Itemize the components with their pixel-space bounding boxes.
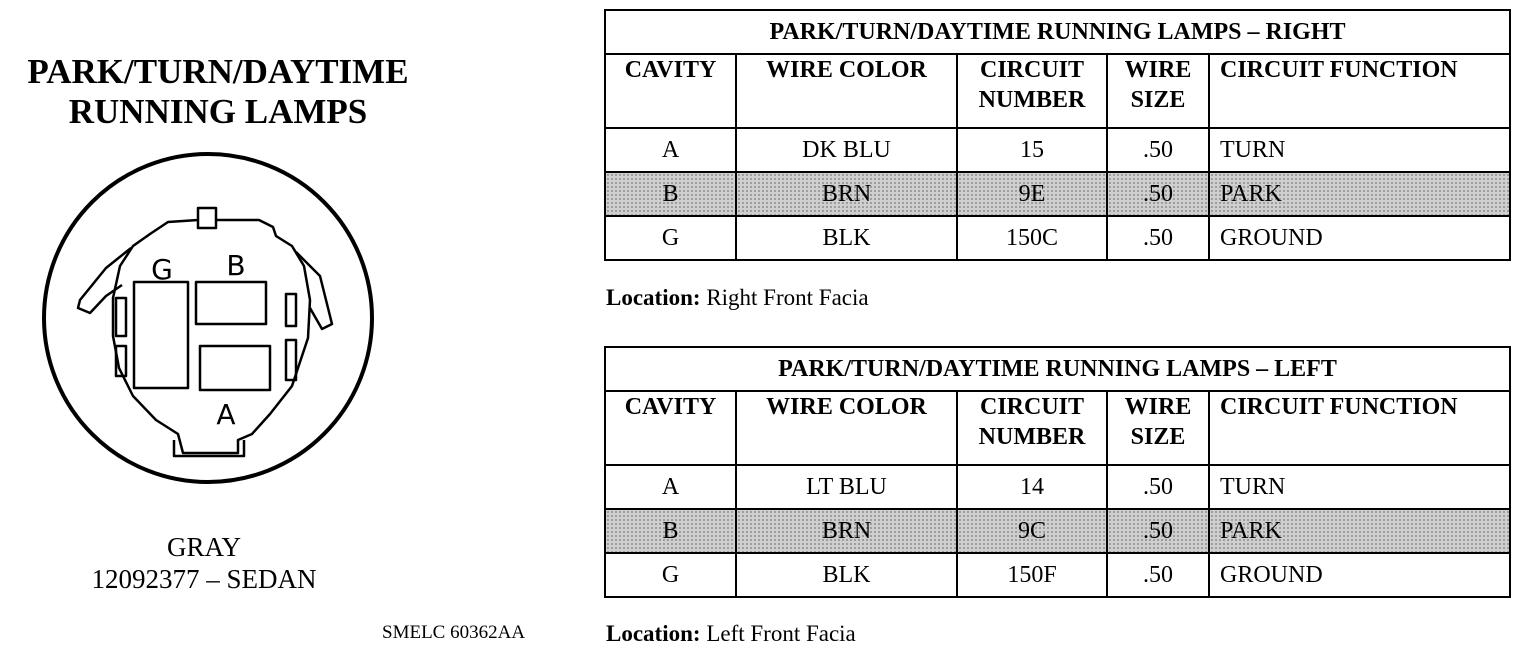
cell-cavity: B	[605, 509, 736, 553]
cell-wire-size: .50	[1107, 216, 1209, 260]
cell-cavity: A	[605, 128, 736, 172]
pinout-table-right	[604, 9, 1511, 261]
cell-circuit-number: 9E	[957, 172, 1107, 216]
table-row	[605, 128, 1510, 172]
cell-circuit-number: 14	[957, 465, 1107, 509]
cell-wire-color: BLK	[736, 216, 957, 260]
connector-right-clip-top	[286, 294, 296, 326]
connector-top-key	[198, 220, 216, 228]
cell-circuit-function: PARK	[1209, 172, 1510, 216]
cell-wire-size: .50	[1107, 465, 1209, 509]
table-row	[605, 553, 1510, 597]
cell-wire-size: .50	[1107, 553, 1209, 597]
location-left	[606, 620, 856, 648]
column-header-circuit-number	[957, 391, 1107, 465]
connector-right-clip-bottom	[286, 340, 296, 380]
connector-left-latch	[78, 248, 131, 313]
cell-wire-color: BLK	[736, 553, 957, 597]
column-header-wire-color: WIRE COLOR	[736, 391, 957, 465]
header-line: WIRE	[1124, 394, 1192, 420]
header-line: CIRCUIT	[979, 57, 1084, 83]
header-line: SIZE	[1130, 87, 1186, 113]
cell-circuit-function: GROUND	[1209, 553, 1510, 597]
connector-title-line-1: PARK/TURN/DAYTIME	[27, 52, 409, 91]
column-header-circuit-function: CIRCUIT FUNCTION	[1209, 54, 1510, 128]
column-header-cavity: CAVITY	[605, 54, 736, 128]
column-header-wire-size	[1107, 391, 1209, 465]
column-header-wire-color: WIRE COLOR	[736, 54, 957, 128]
header-line: NUMBER	[978, 424, 1086, 450]
cell-wire-color: LT BLU	[736, 465, 957, 509]
cavity-g-terminal	[134, 282, 188, 388]
connector-title-line-2: RUNNING LAMPS	[68, 92, 368, 131]
connector-color: GRAY	[166, 532, 242, 562]
header-line: WIRE	[1124, 57, 1192, 83]
figure-id: SMELC 60362AA	[382, 622, 526, 643]
cell-circuit-function: GROUND	[1209, 216, 1510, 260]
cell-cavity: G	[605, 553, 736, 597]
cell-wire-size: .50	[1107, 509, 1209, 553]
header-line: NUMBER	[978, 87, 1086, 113]
location-label: Location:	[606, 621, 701, 646]
connector-face-diagram	[38, 148, 378, 488]
column-header-wire-size	[1107, 54, 1209, 128]
connector-left-clip-top	[116, 298, 126, 336]
cell-circuit-function: PARK	[1209, 509, 1510, 553]
pinout-table-left	[604, 346, 1511, 598]
location-value: Right Front Facia	[706, 285, 869, 310]
table-row	[605, 465, 1510, 509]
cell-wire-color: DK BLU	[736, 128, 957, 172]
cell-circuit-function: TURN	[1209, 128, 1510, 172]
header-line: CIRCUIT	[979, 394, 1084, 420]
cell-cavity: G	[605, 216, 736, 260]
cell-circuit-number: 9C	[957, 509, 1107, 553]
table-title: PARK/TURN/DAYTIME RUNNING LAMPS – RIGHT	[605, 10, 1510, 54]
table-row	[605, 216, 1510, 260]
location-value: Left Front Facia	[706, 621, 856, 646]
cell-cavity: A	[605, 465, 736, 509]
table-row	[605, 172, 1510, 216]
cell-circuit-number: 15	[957, 128, 1107, 172]
cavity-a-terminal	[200, 346, 270, 390]
table-row	[605, 509, 1510, 553]
connector-part-number: 12092377 – SEDAN	[91, 564, 317, 594]
connector-title	[0, 52, 436, 132]
cell-circuit-number: 150F	[957, 553, 1107, 597]
column-header-cavity: CAVITY	[605, 391, 736, 465]
column-header-circuit-function: CIRCUIT FUNCTION	[1209, 391, 1510, 465]
cell-circuit-number: 150C	[957, 216, 1107, 260]
cell-cavity: B	[605, 172, 736, 216]
header-line: SIZE	[1130, 424, 1186, 450]
cell-circuit-function: TURN	[1209, 465, 1510, 509]
table-title: PARK/TURN/DAYTIME RUNNING LAMPS – LEFT	[605, 347, 1510, 391]
cavity-label-g: G	[151, 253, 173, 286]
cell-wire-size: .50	[1107, 128, 1209, 172]
connector-outer-ring	[44, 154, 372, 482]
column-header-circuit-number	[957, 54, 1107, 128]
cell-wire-color: BRN	[736, 509, 957, 553]
cavity-label-a: A	[216, 398, 236, 431]
cavity-b-terminal	[196, 282, 266, 324]
location-right	[606, 284, 869, 312]
cell-wire-size: .50	[1107, 172, 1209, 216]
connector-housing-outline	[113, 208, 310, 453]
cavity-label-b: B	[226, 249, 246, 282]
location-label: Location:	[606, 285, 701, 310]
cell-wire-color: BRN	[736, 172, 957, 216]
